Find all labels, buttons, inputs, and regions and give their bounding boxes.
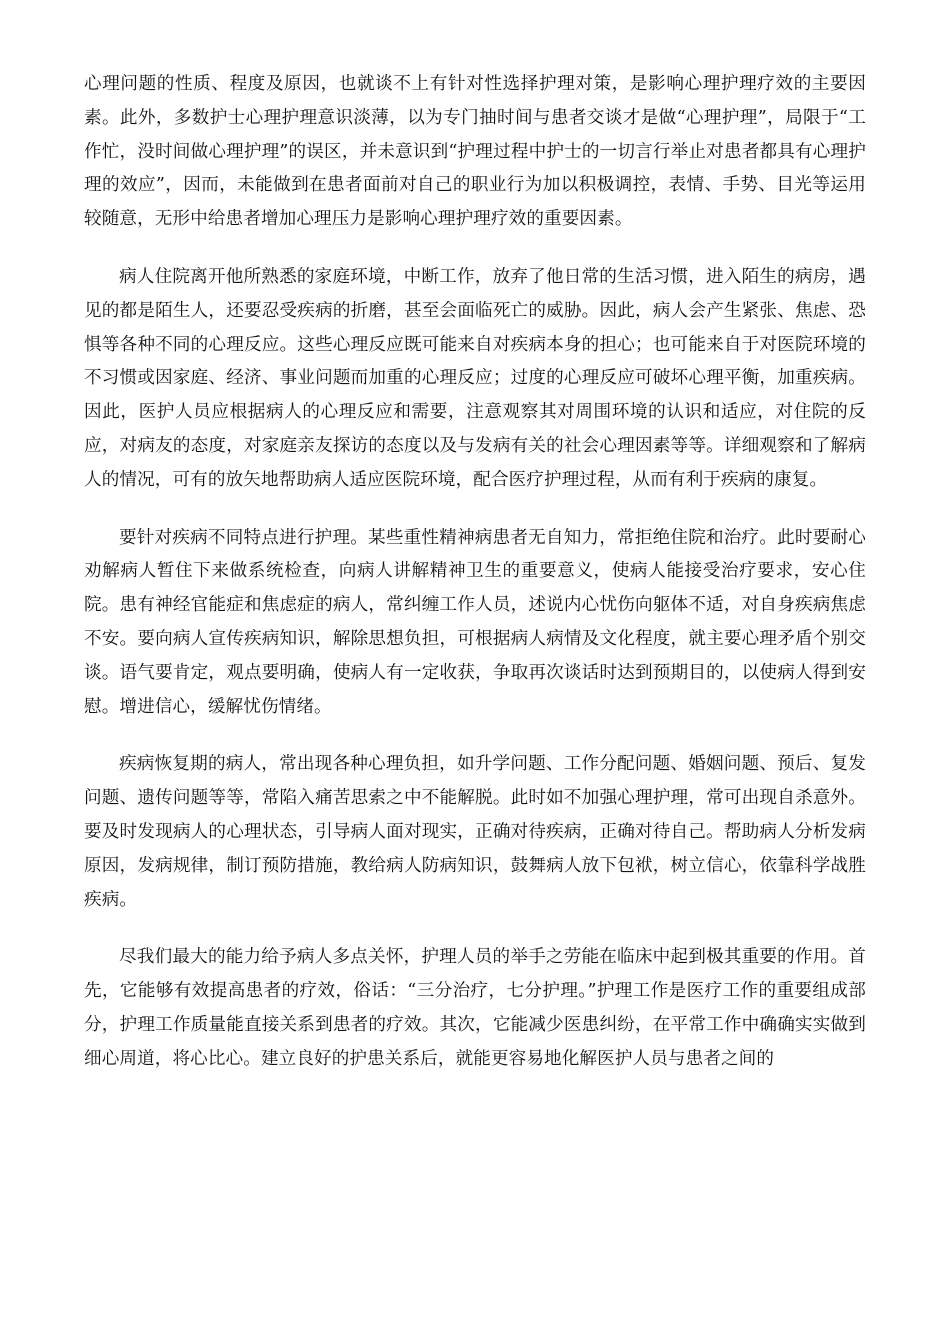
paragraph-continued: 心理问题的性质、程度及原因，也就谈不上有针对性选择护理对策，是影响心理护理疗效的主要因素。此外，多数护士心理护理意识淡薄，以为专门抽时间与患者交谈才是做“心理护理”，局限于“工作忙，没时间做心理护理”的误区，并未意识到“护理过程中护士的一切言行举止对患者都具有心理护理的效应”，因而，未能做到在患者面前对自己的职业行为加以积极调控，表情、手势、目光等运用较随意，无形中给患者增加心理压力是影响心理护理疗效的重要因素。 — [84, 74, 866, 230]
paragraph-care-and-concern: 尽我们最大的能力给予病人多点关怀，护理人员的举手之劳能在临床中起到极其重要的作用。首先，它能够有效提高患者的疗效，俗话：“三分治疗，七分护理。”护理工作是医疗工作的重要组成部分，护理工作质量能直接关系到患者的疗效。其次，它能减少医患纠纷，在平常工作中确确实实做到细心周道，将心比心。建立良好的护患关系后，就能更容易地化解医护人员与患者之间的 — [84, 947, 866, 1069]
paragraph-disease-specific-care: 要针对疾病不同特点进行护理。某些重性精神病患者无自知力，常拒绝住院和治疗。此时要耐心劝解病人暂住下来做系统检查，向病人讲解精神卫生的重要意义，使病人能接受治疗要求，安心住院。患有神经官能症和焦虑症的病人，常纠缠工作人员，述说内心忧伤向躯体不适，对自身疾病焦虑不安。要向病人宣传疾病知识，解除思想负担，可根据病人病情及文化程度，就主要心理矛盾个别交谈。语气要肯定，观点要明确，使病人有一定收获，争取再次谈话时达到预期目的，以使病人得到安慰。增进信心，缓解忧伤情绪。 — [84, 527, 866, 717]
paragraph-hospital-environment: 病人住院离开他所熟悉的家庭环境，中断工作，放弃了他日常的生活习惯，进入陌生的病房，遇见的都是陌生人，还要忍受疾病的折磨，甚至会面临死亡的威胁。因此，病人会产生紧张、焦虑、恐惧等各种不同的心理反应。这些心理反应既可能来自对疾病本身的担心；也可能来自于对医院环境的不习惯或因家庭、经济、事业问题而加重的心理反应；过度的心理反应可破坏心理平衡，加重疾病。因此，医护人员应根据病人的心理反应和需要，注意观察其对周围环境的认识和适应，对住院的反应，对病友的态度，对家庭亲友探访的态度以及与发病有关的社会心理因素等等。详细观察和了解病人的情况，可有的放矢地帮助病人适应医院环境，配合医疗护理过程，从而有利于疾病的康复。 — [84, 266, 866, 490]
paragraph-recovery-period: 疾病恢复期的病人，常出现各种心理负担，如升学问题、工作分配问题、婚姻问题、预后、复发问题、遗传问题等等，常陷入痛苦思索之中不能解脱。此时如不加强心理护理，常可出现自杀意外。要及时发现病人的心理状态，引导病人面对现实，正确对待疾病，正确对待自己。帮助病人分析发病原因，发病规律，制订预防措施，教给病人防病知识，鼓舞病人放下包袱，树立信心，依靠科学战胜疾病。 — [84, 754, 866, 910]
